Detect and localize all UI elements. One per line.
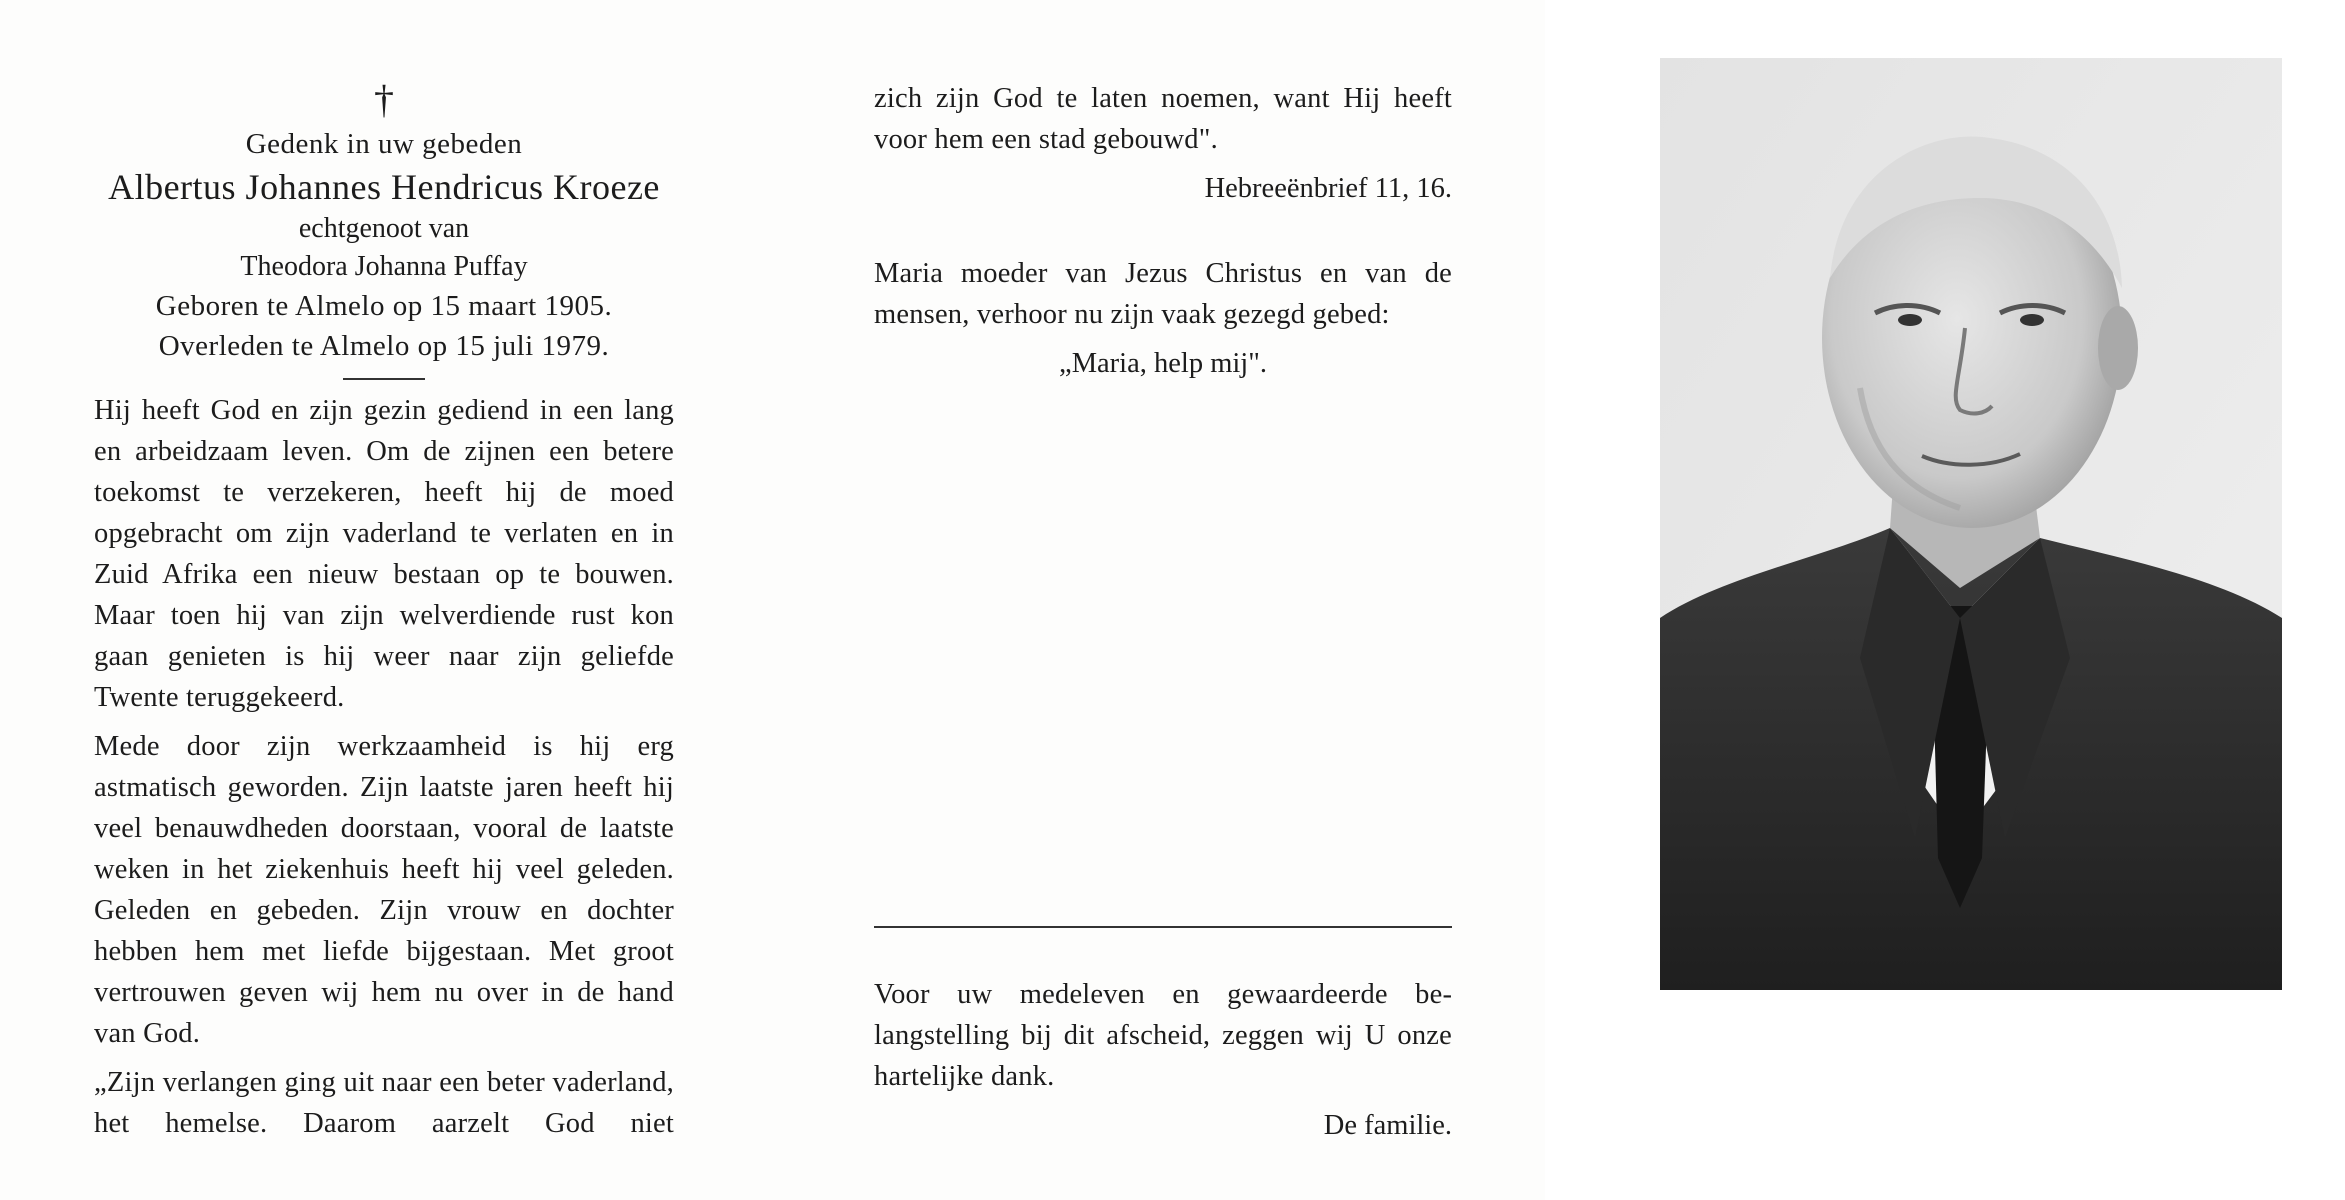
signature: De familie.: [1323, 1110, 1452, 1141]
body-paragraph-3: „Zijn verlangen ging uit naar een beter vaderland, het hemelse. Daarom aarzelt God niet: [94, 1067, 674, 1139]
spouse-name: Theodora Johanna Puffay: [240, 251, 528, 282]
thanks-text: Voor uw medeleven en gewaardeerde belangstelling bij dit afscheid, zeggen wij U onze hartelijke dank.: [874, 979, 1452, 1092]
intro-line: Gedenk in uw gebeden: [245, 128, 523, 160]
prayer-line: „Maria, help mij".: [1059, 348, 1267, 379]
thanks-block: [874, 974, 1452, 1146]
thanks-divider: [874, 926, 1452, 928]
quote-continuation: zich zijn God te laten noemen, want Hij heeft voor hem een stad gebouwd".: [874, 83, 1452, 155]
card-header: [94, 78, 674, 380]
card-left-page: [0, 0, 770, 1200]
body-paragraph-2: Mede door zijn werkzaamheid is hij erg astmatisch geworden. Zijn laatste jaren heeft hij veel benauwdheden doorstaan, vooral de laatste weken in het ziekenhuis heeft hij veel geleden. Geleden en gebeden. Zijn vrouw en dochter hebben hem met liefde bijgestaan. Met groot vertrouwen geven wij hem nu over in de hand van God.: [94, 731, 674, 1049]
header-divider: [343, 378, 425, 380]
quote-reference: Hebreeënbrief 11, 16.: [1204, 173, 1452, 204]
middle-column: [874, 78, 1452, 384]
death-line: Overleden te Almelo op 15 juli 1979.: [158, 330, 610, 362]
spouse-label: echtgenoot van: [298, 213, 470, 244]
left-column: [94, 78, 674, 1152]
portrait-photo-icon: [1660, 58, 2282, 990]
deceased-name: Albertus Johannes Hendricus Kroeze: [108, 167, 660, 207]
prayer-text: Maria moeder van Jezus Christus en van de mensen, verhoor nu zijn vaak gezegd gebed:: [874, 258, 1452, 330]
body-paragraph-1: Hij heeft God en zijn gezin gediend in een lang en arbeidzaam leven. Om de zijnen een betere toekomst te verzekeren, heeft hij de moed opgebracht om zijn vaderland te verlaten en in Zuid Afrika een nieuw bestaan op te bouwen. Maar toen hij van zijn welverdiende rust kon gaan genieten is hij weer naar zijn geliefde Twente teruggekeerd.: [94, 395, 674, 713]
cross-icon: †: [374, 77, 394, 122]
birth-line: Geboren te Almelo op 15 maart 1905.: [155, 290, 613, 322]
